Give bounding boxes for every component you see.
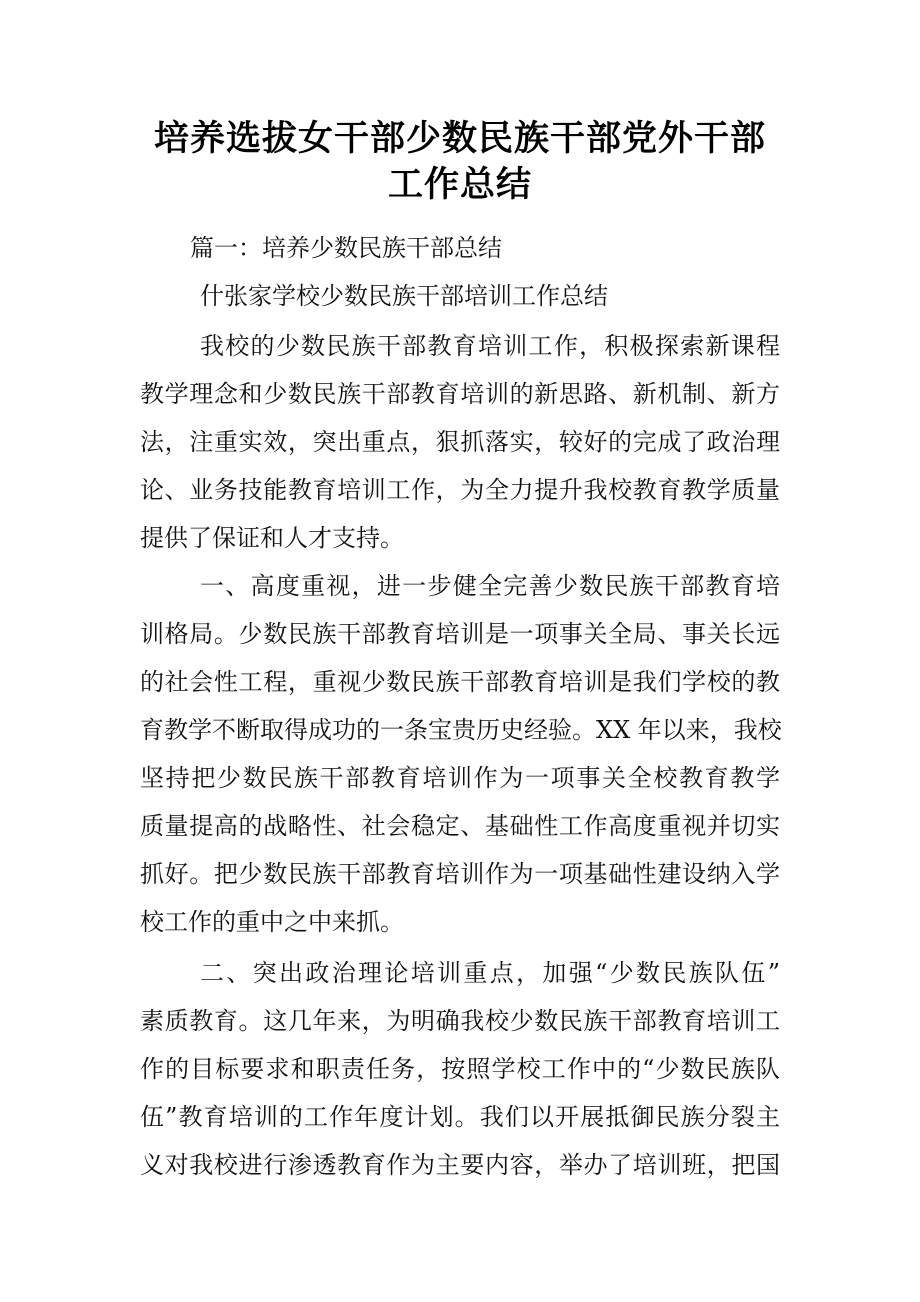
paragraph-3-line: 二、突出政治理论培训重点，加强“少数民族队伍” xyxy=(200,959,780,987)
paragraph-2-line: 校工作的重中之中来抓。 xyxy=(140,908,404,936)
paragraph-1-line: 提供了保证和人才支持。 xyxy=(140,524,404,552)
paragraph-3-line: 伍”教育培训的工作年度计划。我们以开展抵御民族分裂主 xyxy=(140,1103,780,1131)
paragraph-3-line: 义对我校进行渗透教育作为主要内容，举办了培训班，把国 xyxy=(140,1151,780,1179)
paragraph-1-line: 教学理念和少数民族干部教育培训的新思路、新机制、新方 xyxy=(140,380,780,408)
paragraph-2-line: 训格局。少数民族干部教育培训是一项事关全局、事关长远 xyxy=(140,620,780,648)
document-title-line-1: 培养选拔女干部少数民族干部党外干部 xyxy=(153,119,766,159)
paragraph-1-line: 法，注重实效，突出重点，狠抓落实，较好的完成了政治理 xyxy=(140,428,780,456)
paragraph-2-line: 质量提高的战略性、社会稳定、基础性工作高度重视并切实 xyxy=(140,812,780,840)
paragraph-2-line: 坚持把少数民族干部教育培训作为一项事关全校教育教学 xyxy=(140,764,780,792)
section-label: 篇一：培养少数民族干部总结 xyxy=(190,234,502,262)
paragraph-3-line: 素质教育。这几年来，为明确我校少数民族干部教育培训工 xyxy=(140,1007,780,1035)
paragraph-2-line: 抓好。把少数民族干部教育培训作为一项基础性建设纳入学 xyxy=(140,860,780,888)
subtitle: 什张家学校少数民族干部培训工作总结 xyxy=(200,282,608,310)
paragraph-1-line: 我校的少数民族干部教育培训工作，积极探索新课程 xyxy=(200,332,780,360)
document-title-line-2: 工作总结 xyxy=(387,165,532,205)
paragraph-3-line: 作的目标要求和职责任务，按照学校工作中的“少数民族队 xyxy=(140,1055,780,1083)
paragraph-1-line: 论、业务技能教育培训工作，为全力提升我校教育教学质量 xyxy=(140,476,780,504)
paragraph-2-line: 育教学不断取得成功的一条宝贵历史经验。XX 年以来，我校 xyxy=(140,716,782,744)
paragraph-2-line: 一、高度重视，进一步健全完善少数民族干部教育培 xyxy=(200,572,780,600)
paragraph-2-line: 的社会性工程，重视少数民族干部教育培训是我们学校的教 xyxy=(140,668,780,696)
